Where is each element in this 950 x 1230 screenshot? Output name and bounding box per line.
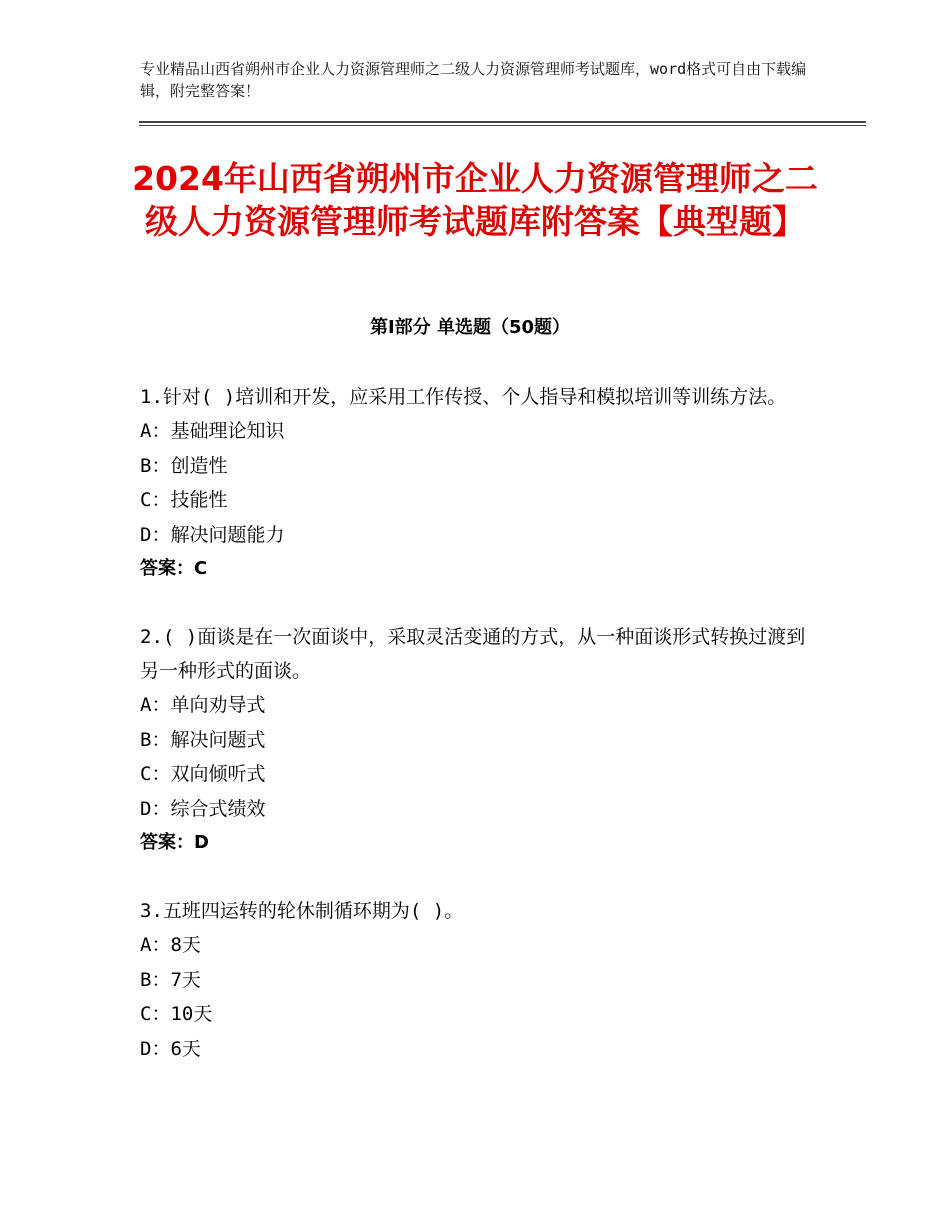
question-3 [140,894,810,1066]
question-stem: 1.针对( )培训和开发，应采用工作传授、个人指导和模拟培训等训练方法。 [140,386,787,408]
option-d: D：解决问题能力 [140,523,285,546]
answer-line: 答案：C [140,558,208,579]
option-b: B：创造性 [140,454,228,477]
header-divider [139,121,866,126]
question-2 [140,620,810,860]
option-a: A：8天 [140,934,201,956]
option-b: B：解决问题式 [140,728,266,751]
option-b: B：7天 [140,968,201,991]
question-1 [140,380,810,586]
option-d: D：6天 [140,1037,201,1060]
option-c: C：技能性 [140,489,228,511]
option-a: A：单向劝导式 [140,694,266,716]
answer-line: 答案：D [140,832,209,853]
document-title: 2024年山西省朔州市企业人力资源管理师之二级人力资源管理师考试题库附答案【典型题】 [132,159,818,241]
question-stem: 2.( )面谈是在一次面谈中，采取灵活变通的方式，从一种面谈形式转换过渡到另一种形式的面谈。 [140,626,806,682]
option-d: D：综合式绩效 [140,797,266,820]
option-a: A：基础理论知识 [140,420,285,442]
option-c: C：双向倾听式 [140,763,266,785]
question-list [140,380,810,1100]
header-note: 专业精品山西省朔州市企业人力资源管理师之二级人力资源管理师考试题库，word格式可自由下载编辑，附完整答案！ [140,60,807,100]
option-c: C：10天 [140,1003,213,1025]
question-stem: 3.五班四运转的轮休制循环期为( )。 [140,900,464,922]
section-heading: 第Ⅰ部分 单选题（50题） [369,317,570,338]
